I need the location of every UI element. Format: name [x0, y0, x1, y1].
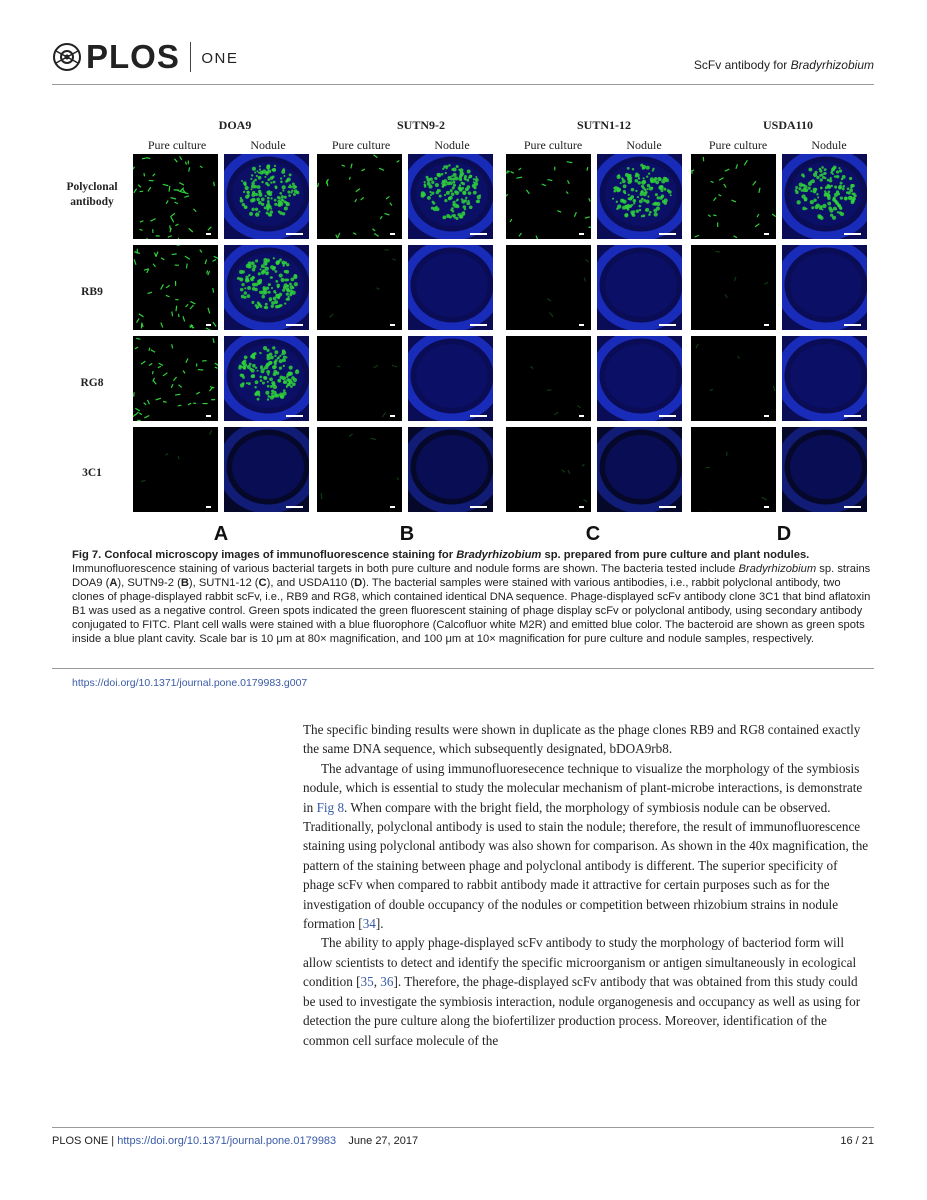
- plos-logo: [52, 38, 238, 76]
- reference-link[interactable]: 36: [380, 974, 394, 990]
- strain-label: DOA9: [218, 118, 252, 132]
- subcolumn-label: Pure culture: [523, 138, 583, 152]
- caption-genus: Bradyrhizobium: [738, 563, 817, 575]
- caption-panel-ref: A: [109, 577, 118, 589]
- caption-text: ). The bacterial samples were stained with various antibodies, i.e., rabbit polyclonal antibody, two clones of phage-displayed rabbit scFv, i.e., RB9 and RG8, which contained identical DNA sequence. Phage-displayed scFv antibody clone 3C1 that bind aflatoxin B1 was used as a negative control. Green spots indicated the green fluorescent staining of phage display scFv or polyclonal antibody, using secondary antibody conjugated to FITC. Plant cell walls were stained with a blue fluorophore (Calcofluor white M2R) and emitted blue color. The bacteroid are shown as green spots inside a blue plant cavity. Scale bar is 10 μm at 80× magnification, and 100 μm at 10× magnification for pure culture and nodule samples, respectively.: [72, 577, 871, 645]
- row-label-polyclonal: [52, 180, 132, 210]
- journal-name: ONE: [201, 49, 239, 67]
- paragraph-text: ,: [373, 974, 381, 990]
- subcolumn-label: Nodule: [626, 138, 662, 152]
- strain-label: USDA110: [762, 118, 813, 132]
- footer-date: June 27, 2017: [348, 1135, 419, 1147]
- caption-title: [72, 549, 809, 561]
- page-number: 16 / 21: [840, 1135, 874, 1147]
- caption-text: ), and USDA110 (: [266, 577, 355, 589]
- caption-text: ), SUTN1-12 (: [188, 577, 259, 589]
- micrograph-panel: [224, 336, 309, 421]
- micrograph-panel: [782, 245, 867, 330]
- micrograph-panel: [317, 336, 402, 421]
- paragraph-text: The advantage of using immunofluoresecence technique to visualize the morphology of the symbiosis nodule, which is essential to study the molecular mechanism of plant-microbe interactions, is demonstrate in: [303, 760, 863, 815]
- row-label-rg8: RG8: [80, 377, 104, 389]
- paragraph-text: The ability to apply phage-displayed scFv antibody to study the morphology of bacteriod form will allow scientists to detect and identify the specific microorganism or antigen simultaneously in ecological condition [: [303, 935, 857, 990]
- running-title-genus: Bradyrhizobium: [790, 58, 874, 72]
- paragraph-text: ]. Therefore, the phage-displayed scFv antibody that was obtained from this study could be used to investigate the symbiosis interaction, nodule organogenesis and occupancy as well as using for detection the pure culture along the biofertilizer production process. Moreover, identification of the common cell surface molecule of the: [303, 974, 861, 1048]
- panel-letter-d: D: [776, 523, 792, 545]
- micrograph-panel: [597, 154, 682, 239]
- panel-letter-b: B: [399, 523, 415, 545]
- caption-title-genus: Bradyrhizobium: [456, 549, 542, 561]
- micrograph-panel: [133, 427, 218, 512]
- paragraph-text: ].: [375, 916, 384, 932]
- paragraph-text: . When compare with the bright field, the morphology of symbiosis nodule can be observed. Traditionally, polyclonal antibody is used to stain the nodule; therefore, the result of immunofluorescence staining using polyclonal antibody was also shown for comparison. As shown in the 40x magnification, the pattern of the staining between phage and polyclonal antibody is different. The superior specificity of phage scFv when compared to rabbit antibody made it attractive for certain purposes such as for the investigation of double occupancy of the nodules or competition between rhizobium strains in nodule formation [: [303, 799, 869, 932]
- micrograph-panel: [691, 245, 776, 330]
- page-header: [52, 38, 874, 78]
- micrograph-panel: [691, 154, 776, 239]
- micrograph-panel: [691, 336, 776, 421]
- row-label-line: antibody: [70, 196, 114, 208]
- running-title: [694, 58, 874, 72]
- micrograph-panel: [224, 427, 309, 512]
- logo-divider: [190, 42, 192, 72]
- row-label-rb9: RB9: [81, 286, 103, 298]
- row-label-line: Polyclonal: [66, 181, 118, 193]
- footer-rule: [52, 1127, 874, 1128]
- micrograph-panel: [782, 154, 867, 239]
- subcolumn-label: Nodule: [434, 138, 470, 152]
- micrograph-panel: [597, 245, 682, 330]
- page-footer: [52, 1135, 874, 1147]
- footer-doi-link[interactable]: https://doi.org/10.1371/journal.pone.0179983: [117, 1135, 337, 1147]
- reference-link[interactable]: 34: [362, 916, 376, 932]
- micrograph-panel: [317, 245, 402, 330]
- running-title-text: ScFv antibody for: [693, 58, 791, 72]
- micrograph-panel: [506, 245, 591, 330]
- micrograph-panel: [597, 336, 682, 421]
- strain-label: SUTN9-2: [396, 118, 445, 132]
- reference-link[interactable]: 35: [360, 974, 374, 990]
- micrograph-panel: [408, 154, 493, 239]
- strain-label: SUTN1-12: [576, 118, 631, 132]
- paragraph: [303, 759, 871, 934]
- micrograph-panel: [408, 336, 493, 421]
- caption-panel-ref: C: [258, 577, 267, 589]
- caption-body: [72, 563, 870, 645]
- figure-doi-link[interactable]: https://doi.org/10.1371/journal.pone.0179983.g007: [72, 677, 308, 689]
- micrograph-panel: [317, 154, 402, 239]
- paragraph: [303, 933, 871, 1049]
- row-label-3c1: 3C1: [82, 467, 102, 479]
- micrograph-panel: [782, 427, 867, 512]
- paragraph: The specific binding results were shown in duplicate as the phage clones RB9 and RG8 contained exactly the same DNA sequence, which subsequently designated, bDOA9rb8.: [303, 722, 861, 757]
- figure-caption: [72, 548, 872, 646]
- micrograph-panel: [506, 336, 591, 421]
- micrograph-panel: [224, 245, 309, 330]
- micrograph-panel: [317, 427, 402, 512]
- plos-brand: PLOS: [86, 38, 180, 75]
- micrograph-panel: [408, 427, 493, 512]
- caption-title-text: sp. prepared from pure culture and plant nodules.: [541, 549, 810, 561]
- subcolumn-label: Pure culture: [147, 138, 207, 152]
- micrograph-panel: [224, 154, 309, 239]
- fig-8-link[interactable]: Fig 8: [316, 799, 345, 815]
- header-rule: [52, 84, 874, 85]
- subcolumn-label: Pure culture: [708, 138, 768, 152]
- micrograph-panel: [133, 245, 218, 330]
- caption-text: sp. strains DOA9 (: [72, 563, 871, 589]
- micrograph-panel: [133, 154, 218, 239]
- footer-journal: PLOS ONE |: [52, 1135, 118, 1147]
- panel-letter-a: A: [213, 523, 229, 545]
- caption-text: Immunofluorescence staining of various bacterial targets in both pure culture and nodule forms are shown. The bacteria tested include: [72, 563, 739, 575]
- subcolumn-label: Pure culture: [331, 138, 391, 152]
- caption-panel-ref: D: [354, 577, 363, 589]
- panel-letter-c: C: [585, 523, 601, 545]
- micrograph-panel: [782, 336, 867, 421]
- subcolumn-label: Nodule: [250, 138, 286, 152]
- plos-logo-icon: [52, 42, 82, 72]
- micrograph-panel: [506, 154, 591, 239]
- subcolumn-label: Nodule: [811, 138, 847, 152]
- micrograph-panel: [506, 427, 591, 512]
- caption-title-text: Fig 7. Confocal microscopy images of immunofluorescence staining for: [72, 549, 457, 561]
- micrograph-panel: [408, 245, 493, 330]
- micrograph-panel: [691, 427, 776, 512]
- micrograph-panel: [597, 427, 682, 512]
- caption-rule: [52, 668, 874, 669]
- caption-text: ), SUTN9-2 (: [117, 577, 181, 589]
- micrograph-panel: [133, 336, 218, 421]
- body-text: [303, 720, 871, 1050]
- caption-panel-ref: B: [180, 577, 189, 589]
